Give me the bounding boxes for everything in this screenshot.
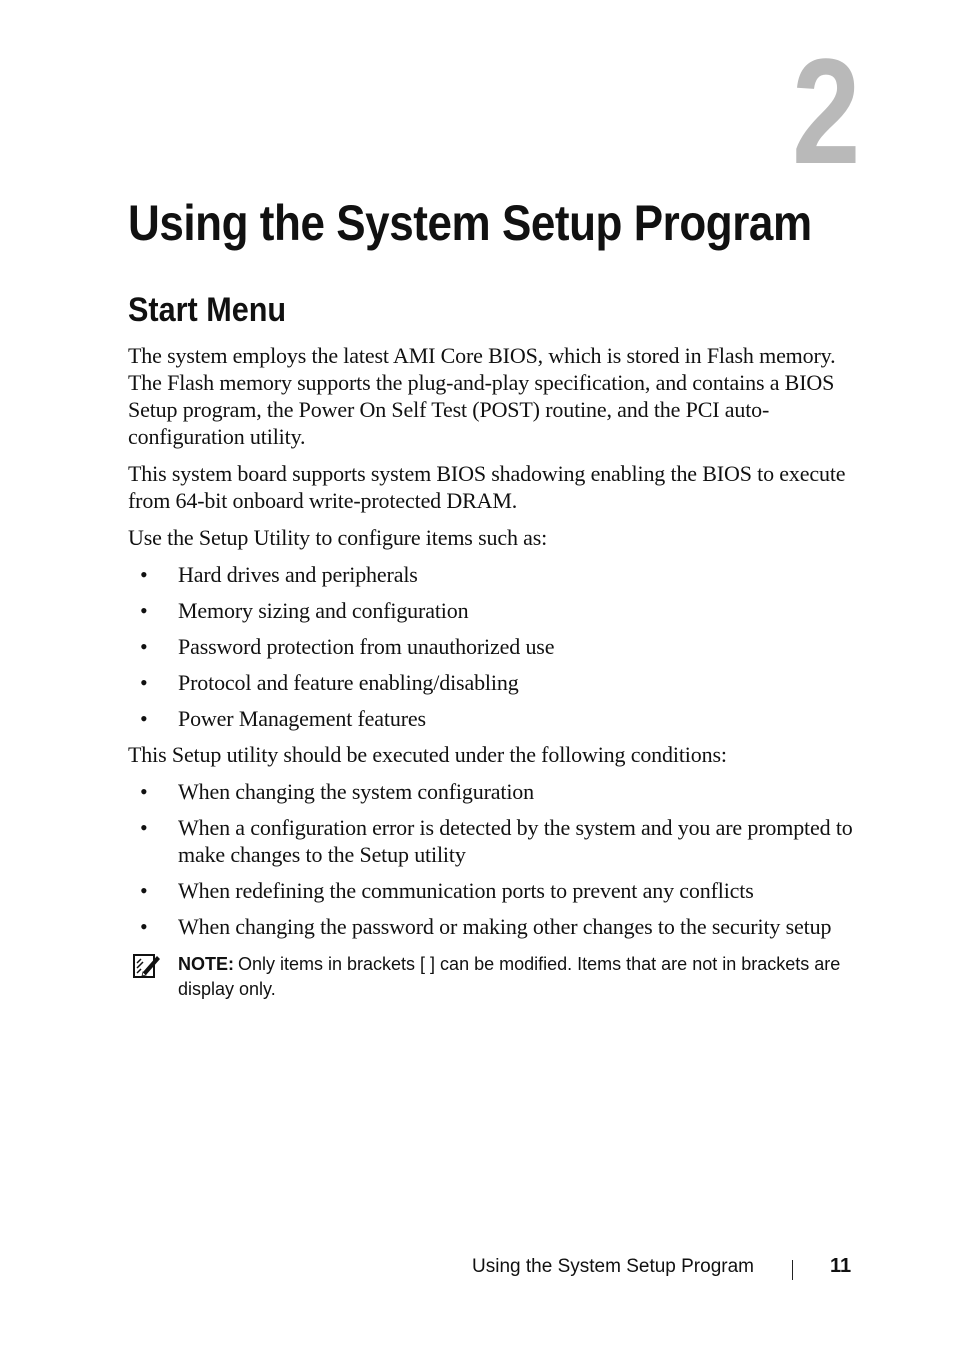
configure-intro: Use the Setup Utility to configure items such as: — [128, 525, 548, 550]
intro-paragraph: The system employs the latest AMI Core BIOS, which is stored in Flash memory. The Flash memory supports the plug-and-play specification, and contains a BIOS Setup program, the Power On Self Test (POST) routine, and the PCI auto-configuration utility. — [128, 343, 836, 449]
bullet-icon: • — [140, 878, 148, 903]
footer-separator — [792, 1260, 793, 1280]
list-item — [128, 705, 858, 732]
list-item — [128, 561, 858, 588]
list-item — [128, 778, 858, 805]
bullet-icon: • — [140, 815, 148, 840]
pencil-note-icon — [133, 953, 161, 979]
bullet-icon: • — [140, 634, 148, 659]
page-footer — [0, 1254, 954, 1284]
list-item-text: When changing the system configuration — [178, 779, 534, 804]
list-item-text: Power Management features — [178, 706, 426, 731]
conditions-intro: This Setup utility should be executed under the following conditions: — [128, 742, 727, 767]
body-text — [128, 342, 858, 1002]
list-item — [128, 913, 858, 940]
note-label: NOTE: — [178, 954, 234, 974]
list-item — [128, 877, 858, 904]
list-item — [128, 814, 858, 868]
shadowing-paragraph: This system board supports system BIOS shadowing enabling the BIOS to execute from 64-bit onboard write-protected DRAM. — [128, 461, 846, 513]
bullet-icon: • — [140, 598, 148, 623]
list-item-text: When changing the password or making other changes to the security setup — [178, 914, 832, 939]
list-item-text: When redefining the communication ports to prevent any conflicts — [178, 878, 754, 903]
list-item — [128, 669, 858, 696]
section-heading: Start Menu — [128, 291, 287, 329]
list-item — [128, 597, 858, 624]
bullet-icon: • — [140, 706, 148, 731]
bullet-icon: • — [140, 914, 148, 939]
conditions-list — [128, 778, 858, 940]
bullet-icon: • — [140, 670, 148, 695]
chapter-title: Using the System Setup Program — [128, 195, 812, 251]
list-item — [128, 633, 858, 660]
list-item-text: Protocol and feature enabling/disabling — [178, 670, 519, 695]
list-item-text: Hard drives and peripherals — [178, 562, 418, 587]
page-number: 11 — [830, 1255, 852, 1277]
note-box — [128, 952, 858, 1002]
list-item-text: When a configuration error is detected by the system and you are prompted to make changes to the Setup utility — [178, 815, 853, 867]
configure-list — [128, 561, 858, 732]
bullet-icon: • — [140, 562, 148, 587]
bullet-icon: • — [140, 779, 148, 804]
list-item-text: Memory sizing and configuration — [178, 598, 469, 623]
footer-running-title: Using the System Setup Program — [472, 1256, 754, 1277]
list-item-text: Password protection from unauthorized use — [178, 634, 555, 659]
chapter-number: 2 — [791, 27, 860, 195]
note-text: Only items in brackets [ ] can be modified. Items that are not in brackets are display only. — [178, 954, 841, 999]
